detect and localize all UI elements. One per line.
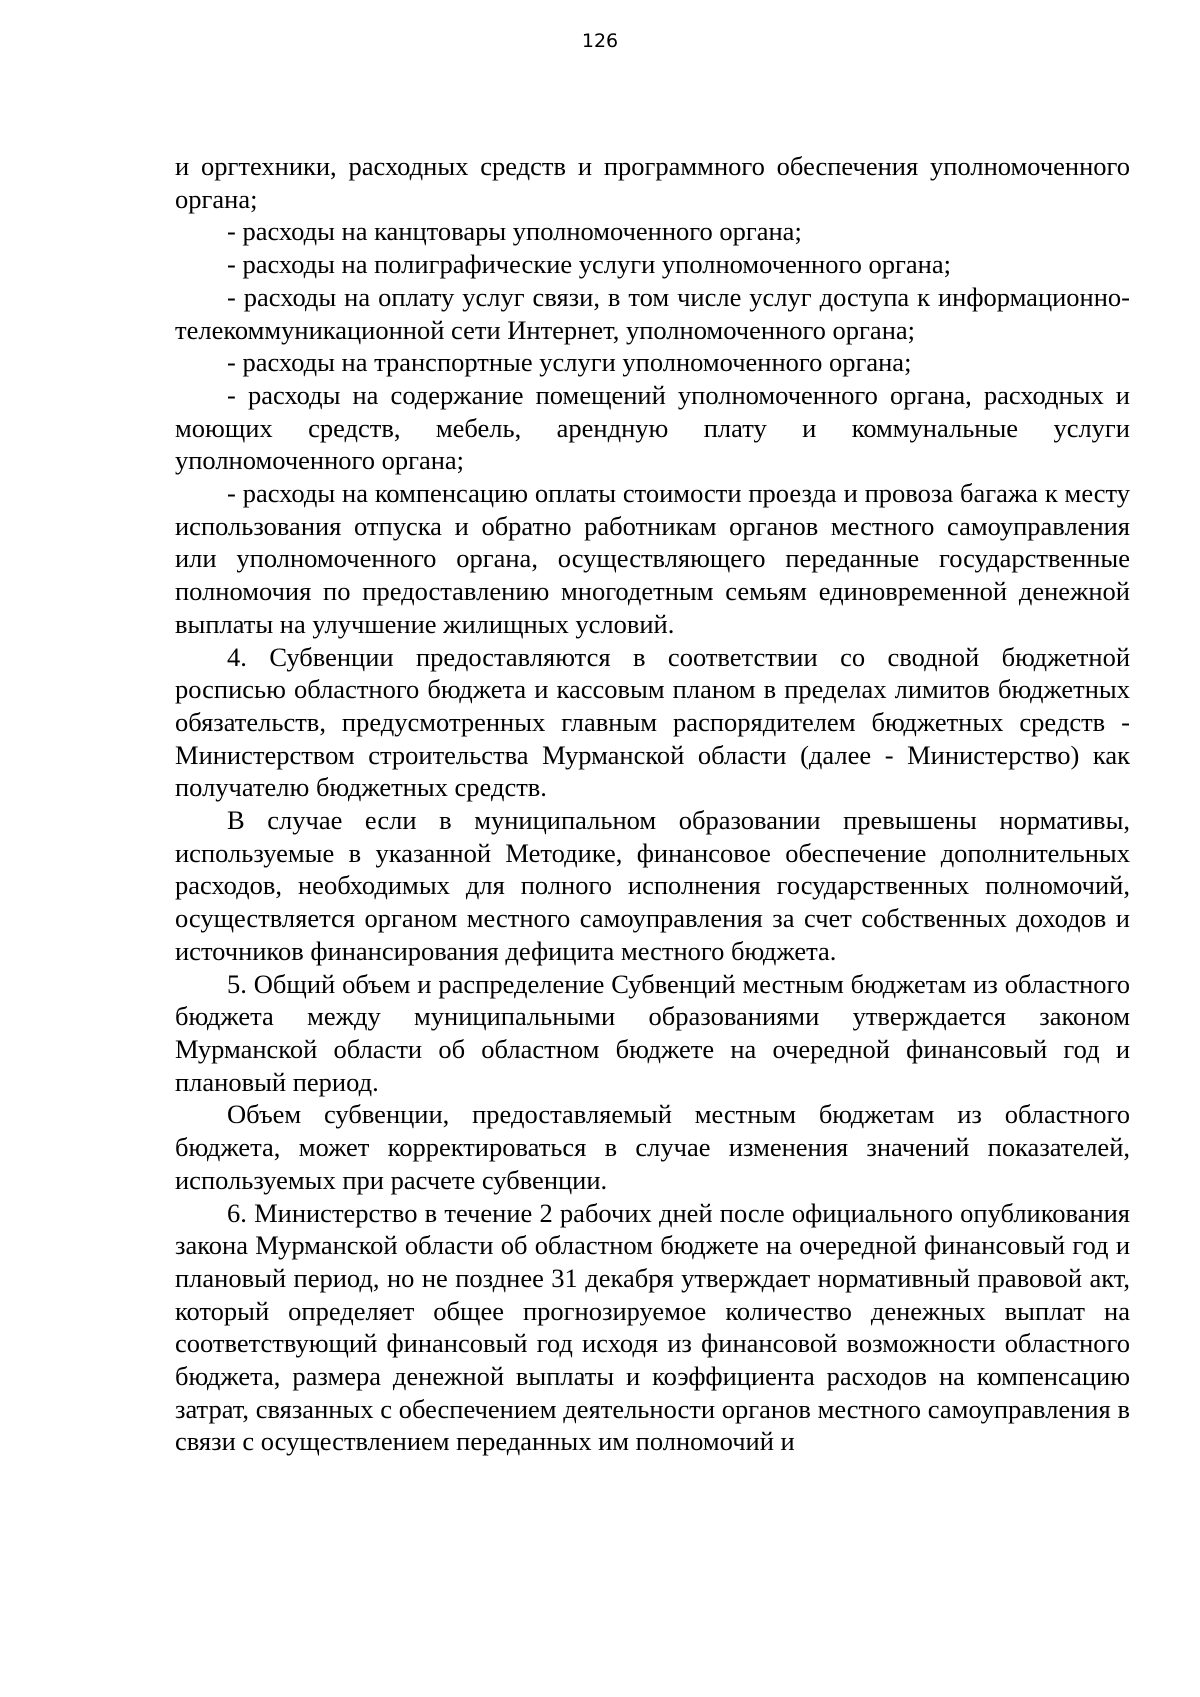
document-body [175,150,1130,1458]
paragraph: - расходы на полиграфические услуги уполномоченного органа; [227,249,951,280]
paragraph: Объем субвенции, предоставляемый местным бюджетам из областного бюджета, может корректироваться в случае изменения значений показателей, используемых при расчете субвенции. [175,1099,1130,1195]
paragraph: 6. Министерство в течение 2 рабочих дней после официального опубликования закона Мурманской области об областном бюджете на очередной финансовый год и плановый период, но не позднее 31 декабря утверждает нормативный правовой акт, который определяет общее прогнозируемое количество денежных выплат на соответствующий финансовый год исходя из финансовой возможности областного бюджета, размера денежной выплаты и коэффициента расходов на компенсацию затрат, связанных с обеспечением деятельности органов местного самоуправления в связи с осуществлением переданных им полномочий и [175,1197,1130,1457]
paragraph: - расходы на транспортные услуги уполномоченного органа; [227,347,912,378]
paragraph: В случае если в муниципальном образовании превышены нормативы, используемые в указанной Методике, финансовое обеспечение дополнительных расходов, необходимых для полного исполнения государственных полномочий, осуществляется органом местного самоуправления за счет собственных доходов и источников финансирования дефицита местного бюджета. [175,805,1130,966]
page-number: 126 [581,30,619,52]
paragraph: - расходы на компенсацию оплаты стоимости проезда и провоза багажа к месту использования отпуска и обратно работникам органов местного самоуправления или уполномоченного органа, осуществляющего переданные государственные полномочия по предоставлению многодетным семьям единовременной денежной выплаты на улучшение жилищных условий. [175,478,1130,639]
paragraph: - расходы на канцтовары уполномоченного органа; [227,216,802,247]
paragraph: 5. Общий объем и распределение Субвенций местным бюджетам из областного бюджета между муниципальными образованиями утверждается законом Мурманской области об областном бюджете на очередной финансовый год и плановый период. [175,968,1130,1097]
paragraph: и оргтехники, расходных средств и программного обеспечения уполномоченного органа; [175,151,1130,214]
paragraph: - расходы на содержание помещений уполномоченного органа, расходных и моющих средств, мебель, арендную плату и коммунальные услуги уполномоченного органа; [175,379,1130,476]
paragraph: 4. Субвенции предоставляются в соответствии со сводной бюджетной росписью областного бюджета и кассовым планом в пределах лимитов бюджетных обязательств, предусмотренных главным распорядителем бюджетных средств - Министерством строительства Мурманской области (далее - Министерство) как получателю бюджетных средств. [175,641,1130,803]
paragraph: - расходы на оплату услуг связи, в том числе услуг доступа к информационно-телекоммуникационной сети Интернет, уполномоченного органа; [175,281,1130,345]
